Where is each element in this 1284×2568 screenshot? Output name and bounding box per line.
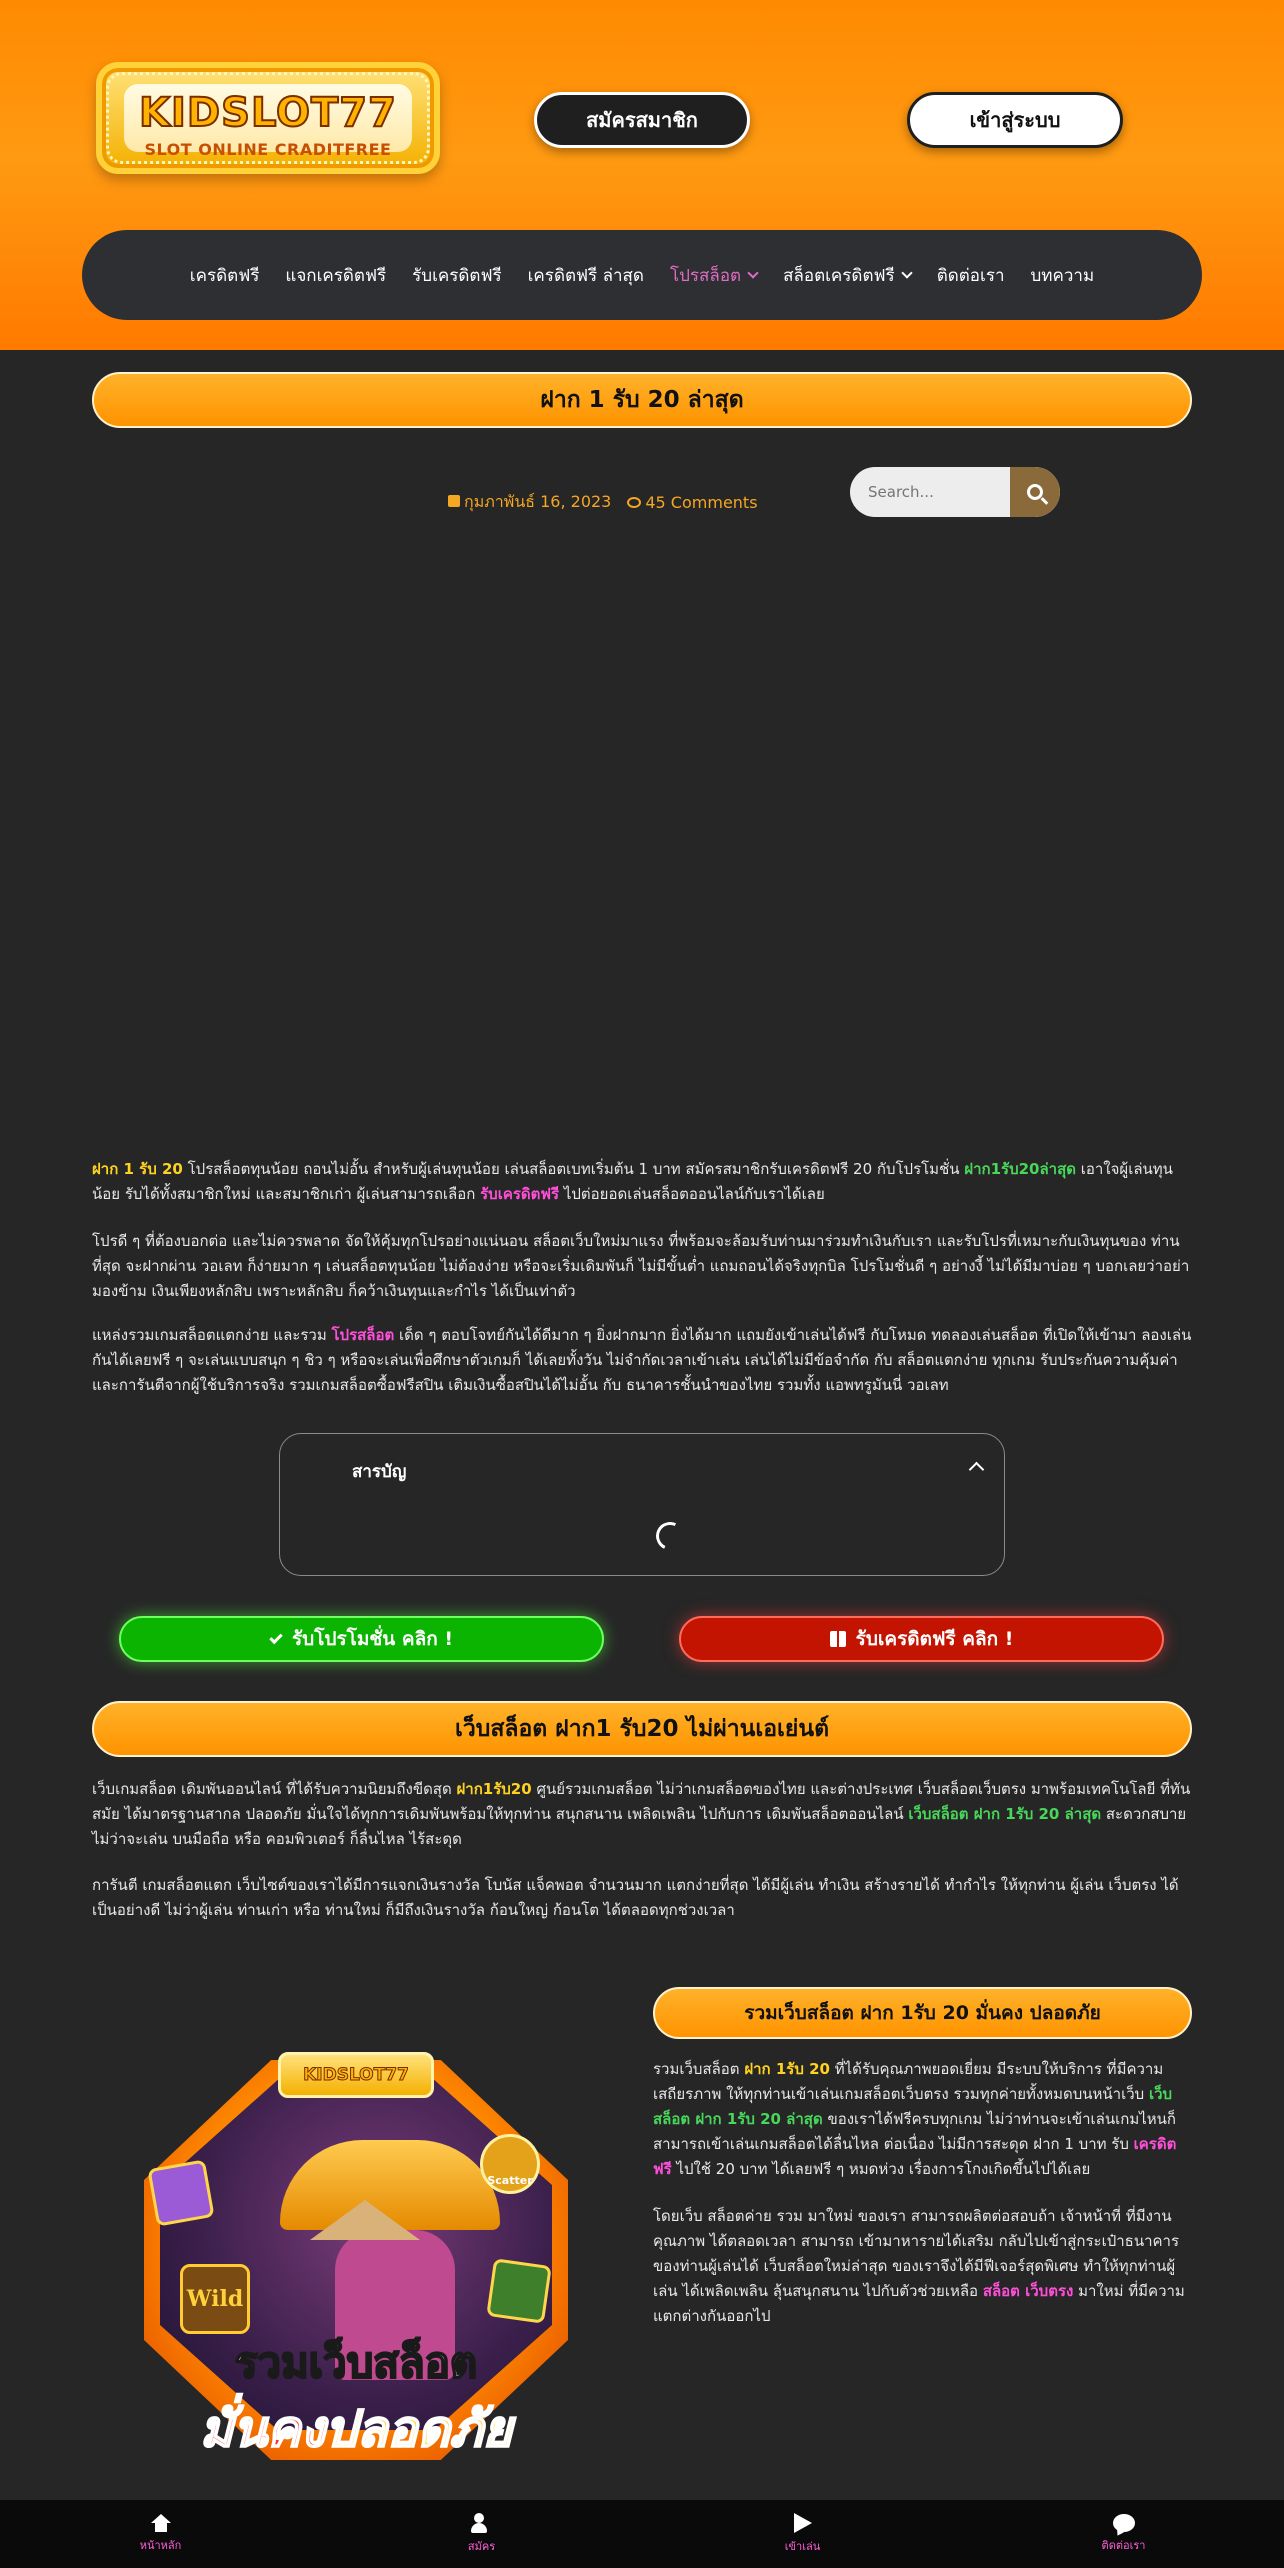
comment-icon bbox=[627, 497, 641, 508]
nav-item-articles[interactable] bbox=[1031, 262, 1095, 289]
nav-item-label: เครดิตฟรี bbox=[189, 265, 260, 286]
calendar-icon bbox=[448, 495, 460, 507]
umbrella-illustration bbox=[280, 2140, 500, 2230]
site-header bbox=[0, 0, 1284, 350]
main-nav bbox=[82, 230, 1202, 320]
search-box bbox=[850, 467, 1060, 517]
wild-symbol: Wild bbox=[180, 2264, 250, 2334]
home-icon bbox=[151, 2514, 171, 2532]
section3-text: ไปใช้ 20 บาท ได้เลยฟรี ๆ หมดห่วง เรื่องการโกงเกิดขึ้นไปได้เลย bbox=[671, 2160, 1091, 2178]
intro-text: ไปต่อยอดเล่นสล็อตออนไลน์กับเราได้เลย bbox=[559, 1185, 825, 1203]
chevron-up-icon[interactable] bbox=[969, 1462, 985, 1478]
get-free-credit-label: รับเครดิตฟรี คลิก ! bbox=[855, 1628, 1014, 1650]
bottom-nav-home[interactable] bbox=[0, 2500, 321, 2568]
logo-subtitle: SLOT ONLINE CRADITFREE bbox=[144, 140, 392, 159]
nav-item-get-credit[interactable] bbox=[412, 262, 501, 289]
nav-item-label: เครดิตฟรี ล่าสุด bbox=[527, 265, 644, 286]
intro-text: โปรสล็อตทุนน้อย ถอนไม่อั้น สำหรับผู้เล่นทุนน้อย เล่นสล็อตเบทเริ่มต้น 1 บาท สมัครสมาชิกรับเครดิตฟรี 20 กับโปรโมชั่น bbox=[182, 1160, 965, 1178]
get-promotion-label: รับโปรโมชั่น คลิก ! bbox=[291, 1628, 454, 1650]
user-plus-icon bbox=[471, 2513, 493, 2533]
nav-item-label: แจกเครดิตฟรี bbox=[285, 265, 387, 286]
link-deposit-latest[interactable]: ฝาก1รับ20ล่าสุด bbox=[964, 1160, 1076, 1178]
section2-text: ศูนย์รวมเกมสล็อต ไม่ว่าเกมสล็อตของไทย และต่างประเทศ เว็บสล็อตเว็บตรง มาพร้อมเทคโนโลยี ที่ทันสมัย ได้มาตรฐานสากล ปลอดภัย มั่นใจได้ทุกการเดิมพันพร้อมให้ทุกท่าน สนุกสนาน เพลิดเพลิน ไปกับการ เดิมพันสล็อตออนไลน์ bbox=[92, 1780, 1191, 1823]
link-get-credit[interactable]: รับเครดิตฟรี bbox=[480, 1185, 560, 1203]
promo-headline: รวมเว็บสล็อต bbox=[234, 2338, 478, 2387]
bottom-nav-label: สมัคร bbox=[467, 2540, 496, 2553]
link-deposit-1-get-20[interactable]: ฝาก 1 รับ 20 bbox=[92, 1160, 183, 1178]
post-date[interactable] bbox=[448, 490, 611, 515]
section2-paragraph-2: การันตี เกมสล็อตแตก เว็บไซต์ของเราได้มีการแจกเงินรางวัล โบนัส แจ็คพอต จำนวนมาก แตกง่ายที่สุด ได้มีผู้เล่น ทำเงิน สร้างรายได้ ทำกำไร ให้ทุกท่าน ผู้เล่น เว็บตรง ได้เป็นอย่างดี ไม่ว่าผู้เล่น ท่านเก่า หรือ ท่านใหม่ ก็มีถึงเงินรางวัล ก้อนใหญ่ ก้อนโต ได้ตลอดทุกช่วงเวลา bbox=[92, 1876, 1179, 1919]
register-button[interactable]: สมัครสมาชิก bbox=[534, 92, 750, 148]
nav-item-label: โปรสล็อต bbox=[669, 265, 742, 286]
check-icon bbox=[269, 1630, 282, 1643]
bottom-nav-play[interactable] bbox=[642, 2500, 963, 2568]
nav-item-label: บทความ bbox=[1030, 265, 1095, 286]
post-date-text: กุมภาพันธ์ 16, 2023 bbox=[464, 492, 612, 511]
link-free-credit[interactable]: เครดิตฟรี bbox=[653, 2135, 1177, 2178]
nav-item-give-credit[interactable] bbox=[285, 262, 386, 289]
scatter-coin: Scatter bbox=[480, 2134, 540, 2194]
post-comments[interactable] bbox=[627, 493, 757, 512]
section-subtitle: รวมเว็บสล็อต ฝาก 1รับ 20 มั่นคง ปลอดภัย bbox=[653, 1987, 1192, 2039]
intro-text: แหล่งรวมเกมสล็อตแตกง่าย และรวม bbox=[92, 1326, 332, 1344]
link-slot-promo[interactable]: โปรสล็อต bbox=[331, 1326, 395, 1344]
chat-icon bbox=[1113, 2514, 1135, 2532]
promo-subheadline bbox=[146, 2390, 566, 2469]
link-slot-site-latest[interactable]: เว็บสล็อต ฝาก 1รับ 20 ล่าสุด bbox=[653, 2085, 1173, 2128]
login-button[interactable]: เข้าสู่ระบบ bbox=[907, 92, 1123, 148]
page-title: ฝาก 1 รับ 20 ล่าสุด bbox=[92, 372, 1192, 428]
gem-icon bbox=[486, 2258, 552, 2324]
promo-word-safe: ปลอดภัย bbox=[324, 2400, 513, 2458]
section3-text: ของเราได้ฟรีครบทุกเกม ไม่ว่าท่านจะเข้าเล่นเกมไหนก็สามารถเข้าเล่นเกมสล็อตได้ลื่นไหล ต่อเนื่อง ไม่มีการสะดุด ฝาก 1 บาท รับ bbox=[653, 2110, 1176, 2153]
logo-title: KIDSLOT77 bbox=[139, 90, 397, 136]
promo-logo: KIDSLOT77 bbox=[278, 2052, 434, 2098]
gift-icon bbox=[830, 1631, 846, 1647]
section3-text: มาใหม่ ที่มีความแตกต่างกันออกไป bbox=[653, 2282, 1185, 2325]
intro-text: เด็ด ๆ ตอบโจทย์กันได้ดีมาก ๆ ยิ่งฝากมาก ยิ่งได้มาก แถมยังเข้าเล่นได้ฟรี กับโหมด ทดลองเล่นสล็อต ที่เปิดให้เข้ามา ลองเล่นกันได้เลยฟรี ๆ จะเล่นแบบสนุก ๆ ชิว ๆ หรือจะเล่นเพื่อศึกษาตัวเกมก็ ได้เลยทั้งวัน ไม่จำกัดเวลาเข้าเล่น เล่นได้ไม่มีข้อจำกัด กับ สล็อตแตกง่าย ทุกเกม รับประกันความคุ้มค่า และการันตีจากผู้ใช้บริการจริง รวมเกมสล็อตซื้อฟรีสปิน เติมเงินซื้อสปินได้ไม่อั้น กับ ธนาคารชั้นนำของไทย รวมทั้ง แอพทรูมันนี่ วอเลท bbox=[92, 1326, 1192, 1394]
section3-text: ที่ได้รับคุณภาพยอดเยี่ยม มีระบบให้บริการ ที่มีความเสถียรภาพ ให้ทุกท่านเข้าเล่นเกมสล็อตเว็บตรง รวมทุกค่ายทั้งหมดบนหน้าเว็บ bbox=[653, 2060, 1164, 2103]
table-of-contents bbox=[279, 1433, 1005, 1576]
intro-text: เอาใจผู้เล่นทุนน้อย รับได้ทั้งสมาชิกใหม่ และสมาชิกเก่า ผู้เล่นสามารถเลือก bbox=[92, 1160, 1173, 1203]
play-icon bbox=[794, 2513, 812, 2533]
bottom-nav-bar bbox=[0, 2500, 1284, 2568]
link-slot-direct[interactable]: สล็อต เว็บตรง bbox=[982, 2282, 1074, 2300]
section3-text: รวมเว็บสล็อต bbox=[653, 2060, 745, 2078]
bottom-nav-register[interactable] bbox=[321, 2500, 642, 2568]
search-button[interactable] bbox=[1010, 467, 1060, 517]
intro-paragraph-3 bbox=[92, 1323, 1192, 1398]
site-logo[interactable] bbox=[96, 62, 440, 174]
get-free-credit-button[interactable] bbox=[679, 1616, 1164, 1662]
nav-item-credit-free[interactable] bbox=[190, 262, 260, 289]
search-icon bbox=[1027, 484, 1043, 500]
section2-text: เว็บเกมสล็อต เดิมพันออนไลน์ ที่ได้รับความนิยมถึงขีดสุด bbox=[92, 1780, 457, 1798]
bottom-nav-label: เข้าเล่น bbox=[784, 2540, 821, 2553]
post-comments-text: 45 Comments bbox=[645, 493, 758, 512]
post-meta bbox=[448, 490, 758, 515]
nav-item-label: สล็อตเครดิตฟรี bbox=[783, 265, 895, 286]
nav-item-slot-credit[interactable] bbox=[783, 262, 911, 289]
bottom-nav-label: ติดต่อเรา bbox=[1101, 2539, 1146, 2552]
bottom-nav-label: หน้าหลัก bbox=[139, 2539, 182, 2552]
loading-spinner-icon bbox=[652, 1518, 688, 1554]
get-promotion-button[interactable] bbox=[119, 1616, 604, 1662]
bottom-nav-contact[interactable] bbox=[963, 2500, 1284, 2568]
nav-item-contact[interactable] bbox=[937, 262, 1005, 289]
intro-paragraph-1 bbox=[92, 1157, 1192, 1207]
nav-item-slot-promo[interactable] bbox=[670, 262, 757, 289]
link-slot-site-latest[interactable]: เว็บสล็อต ฝาก 1รับ 20 ล่าสุด bbox=[908, 1805, 1102, 1823]
section2-text: สะดวกสบาย ไม่ว่าจะเล่น บนมือถือ หรือ คอมพิวเตอร์ ก็ลื่นไหล ไร้สะดุด bbox=[92, 1805, 1187, 1848]
link-deposit1-get20[interactable]: ฝาก1รับ20 bbox=[456, 1780, 532, 1798]
toc-title[interactable]: สารบัญ bbox=[352, 1462, 407, 1482]
link-deposit-1-get-20[interactable]: ฝาก 1รับ 20 bbox=[744, 2060, 830, 2078]
nav-item-label: ติดต่อเรา bbox=[936, 265, 1005, 286]
promo-word-stable: มั่นคง bbox=[199, 2400, 325, 2458]
chevron-down-icon bbox=[747, 267, 758, 278]
section3-paragraph-2 bbox=[653, 2204, 1193, 2329]
gem-icon bbox=[147, 2159, 214, 2226]
section-title: เว็บสล็อต ฝาก1 รับ20 ไม่ผ่านเอเย่นต์ bbox=[92, 1701, 1192, 1757]
chevron-down-icon bbox=[901, 267, 912, 278]
search-input[interactable] bbox=[850, 467, 1010, 517]
section2-paragraph-1 bbox=[92, 1777, 1192, 1852]
nav-item-latest-credit[interactable] bbox=[528, 262, 644, 289]
section3-paragraph-1 bbox=[653, 2057, 1193, 2182]
intro-paragraph-2: โปรดี ๆ ที่ต้องบอกต่อ และไม่ควรพลาด จัดให้คุ้มทุกโปรอย่างแน่นอน สล็อตเว็บใหม่มาแรง ที่พร้อมจะล้อมรับท่านมาร่วมทำเงินกับเรา และรับโปรที่เหมาะกับเงินทุนของ ท่านที่สุด จะฝากผ่าน วอเลท ก็ง่ายมาก ๆ เล่นสล็อตทุนน้อย ไม่ต้องง่าย หรือจะเริ่มเดิมพันก็ ไม่มีขั้นต่ำ แถมถอนได้จริงทุกบิล โปรโมชั่นดี ๆ อย่างงี้ ไม่ได้มีมาบ่อย ๆ บอกเลยว่าอย่ามองข้าม เงินเพียงหลักสิบ เพราะหลักสิบ ก็คว้าเงินทุนและกำไร ได้เป็นเท่าตัว bbox=[92, 1232, 1190, 1300]
nav-item-label: รับเครดิตฟรี bbox=[412, 265, 502, 286]
section3-text: โดยเว็บ สล็อตค่าย รวม มาใหม่ ของเรา สามารถผลิตต่อสอบถ้า เจ้าหน้าที่ ที่มีงานคุณภาพ ได้ตลอดเวลา สามารถ เข้ามาหารายได้เสริม กลับไปเข้าสู่กระเป๋าธนาคาร ของท่านผู้เล่นได้ เว็บสล็อตใหม่ล่าสุด ของเราจึงได้มีฟีเจอร์สุดพิเศษ ทำให้ทุกท่านผู้เล่น ได้เพลิดเพลิน ลุ้นสนุกสนาน ไปกับตัวช่วยเหลือ bbox=[653, 2207, 1180, 2300]
